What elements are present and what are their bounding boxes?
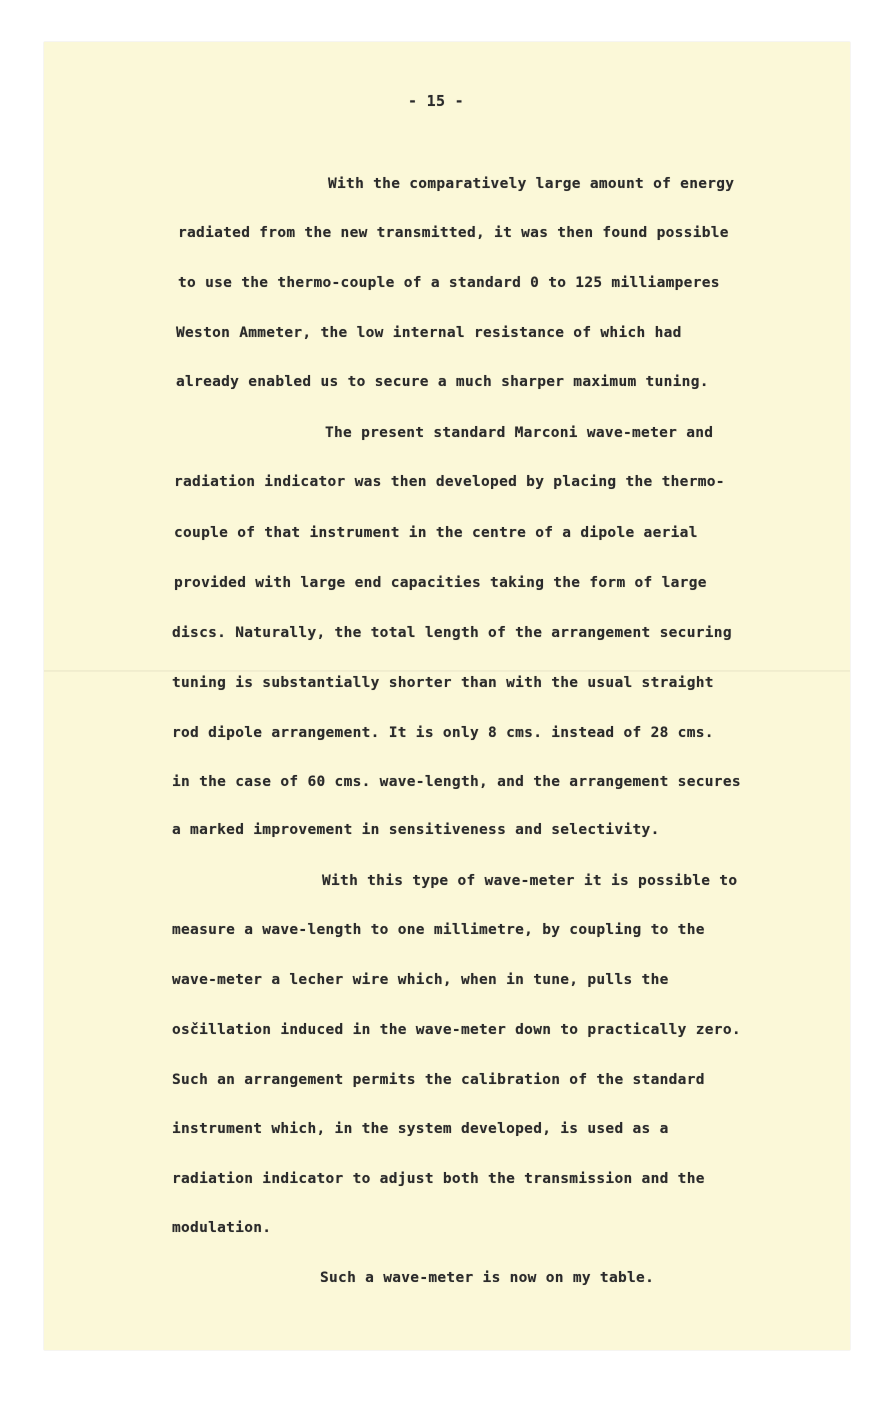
text-line: discs. Naturally, the total length of the arrangement securing [172,625,732,641]
text-line: couple of that instrument in the centre of a dipole aerial [174,525,698,541]
text-line: radiation indicator was then developed by placing the thermo- [174,474,725,490]
text-line: in the case of 60 cms. wave-length, and the arrangement secures [172,774,741,790]
text-line: Such an arrangement permits the calibration of the standard [172,1072,705,1088]
text-line: already enabled us to secure a much sharper maximum tuning. [176,374,709,390]
text-line: measure a wave-length to one millimetre, by coupling to the [172,922,705,938]
text-line: The present standard Marconi wave-meter and [325,425,714,441]
text-line: tuning is substantially shorter than with the usual straight [172,675,714,691]
text-line: instrument which, in the system developed, is used as a [172,1121,669,1137]
text-line: to use the thermo-couple of a standard 0 to 125 milliamperes [178,275,720,291]
text-line: With the comparatively large amount of energy [328,176,735,192]
text-line: osčillation induced in the wave-meter down to practically zero. [172,1022,741,1038]
text-line: wave-meter a lecher wire which, when in tune, pulls the [172,972,669,988]
text-line: a marked improvement in sensitiveness and selectivity. [172,822,660,838]
text-line: radiated from the new transmitted, it was then found possible [178,225,729,241]
typed-page [44,42,850,1350]
text-line: With this type of wave-meter it is possible to [322,873,738,889]
text-line: Weston Ammeter, the low internal resistance of which had [176,325,682,341]
paper-fold-line [44,670,850,672]
text-line: rod dipole arrangement. It is only 8 cms. instead of 28 cms. [172,725,714,741]
text-line: Such a wave-meter is now on my table. [320,1270,655,1286]
page-number: - 15 - [408,92,464,110]
text-line: modulation. [172,1220,272,1236]
text-line: provided with large end capacities taking the form of large [174,575,707,591]
text-line: radiation indicator to adjust both the transmission and the [172,1171,705,1187]
